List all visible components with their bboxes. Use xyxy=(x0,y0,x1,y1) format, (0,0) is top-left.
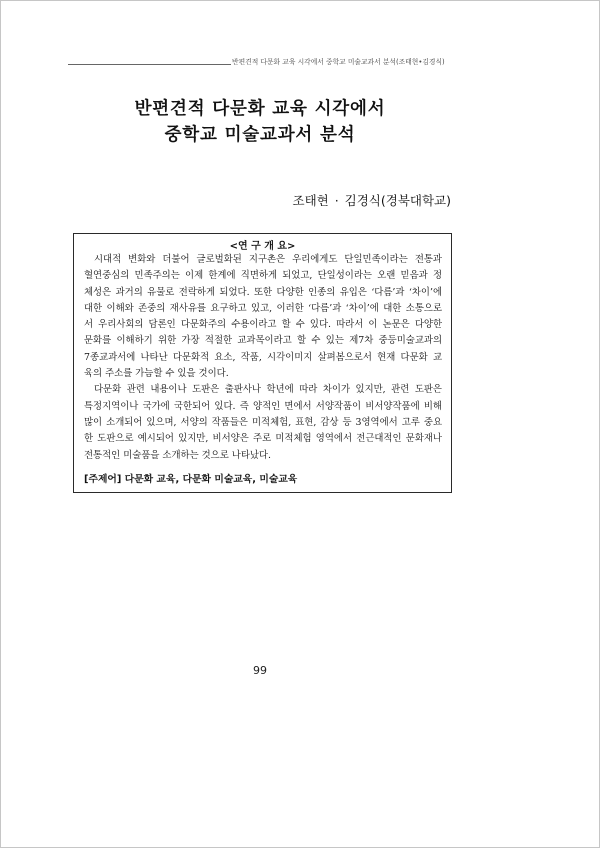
abstract-body xyxy=(84,252,442,464)
running-header-rule xyxy=(68,64,231,65)
abstract-heading: <연 구 개 요> xyxy=(229,241,296,252)
abstract-paragraph-1 xyxy=(84,252,442,382)
author-affiliation: 조태현 · 김경식(경북대학교) xyxy=(292,193,451,208)
abstract-line: 7종교과서에 나타난 다문화적 요소, 작품, 시각이미지 살펴봄으로서 현재 다문화 교 xyxy=(84,351,442,363)
abstract-paragraph-2 xyxy=(84,382,442,463)
paper-title-line-2: 중학교 미술교과서 분석 xyxy=(164,125,356,145)
abstract-line: 서 우리사회의 담론인 다문화주의 수용이라고 할 수 있다. 따라서 이 논문은 다양한 xyxy=(84,319,442,331)
paper-title-line-1: 반편견적 다문화 교육 시각에서 xyxy=(134,99,386,119)
abstract-line: 문화를 이해하기 위한 가장 적절한 교과목이라고 할 수 있는 제7차 중등미술교과의 xyxy=(84,335,442,347)
paper-title xyxy=(68,96,452,148)
abstract-line: 다문화 관련 내용이나 도판은 출판사나 학년에 따라 차이가 있지만, 관련 도판은 xyxy=(94,384,442,396)
abstract-line: 육의 주소를 가늠할 수 있을 것이다. xyxy=(84,368,229,380)
abstract-line: 시대적 변화와 더불어 글로벌화된 지구촌은 우리에게도 단일민족이라는 전통과 xyxy=(94,254,442,265)
abstract-line: 전통적인 미술품을 소개하는 것으로 나타났다. xyxy=(84,449,271,461)
abstract-line: 많이 소개되어 있으며, 서양의 작품들은 미적체험, 표현, 감상 등 3영역에서 고루 중요 xyxy=(84,416,442,428)
abstract-line: 대한 이해와 존중의 재사유를 요구하고 있고, 이러한 ‘다름’과 ‘차이’에 대한 소통으로 xyxy=(84,302,442,314)
page-number: 99 xyxy=(253,664,267,677)
abstract-line: 체성은 과거의 유물로 전락하게 되었다. 또한 다양한 인종의 유입은 ‘다름’과 ‘차이’에 xyxy=(84,286,442,298)
abstract-line: 혈연중심의 민족주의는 이제 한계에 직면하게 되었고, 단일성이라는 오랜 믿음과 정 xyxy=(84,270,442,282)
abstract-line: 한 도판으로 예시되어 있지만, 비서양은 주로 미적체험 영역에서 전근대적인 문화재나 xyxy=(84,433,442,445)
running-header: 반편견적 다문화 교육 시각에서 중학교 미술교과서 분석(조태현•김경식) xyxy=(232,58,445,66)
abstract-line: 특정지역이나 국가에 국한되어 있다. 즉 양적인 면에서 서양작품이 비서양작품에 비해 xyxy=(84,400,442,412)
abstract-box xyxy=(73,233,452,493)
keywords: [주제어] 다문화 교육, 다문화 미술교육, 미술교육 xyxy=(84,474,298,485)
